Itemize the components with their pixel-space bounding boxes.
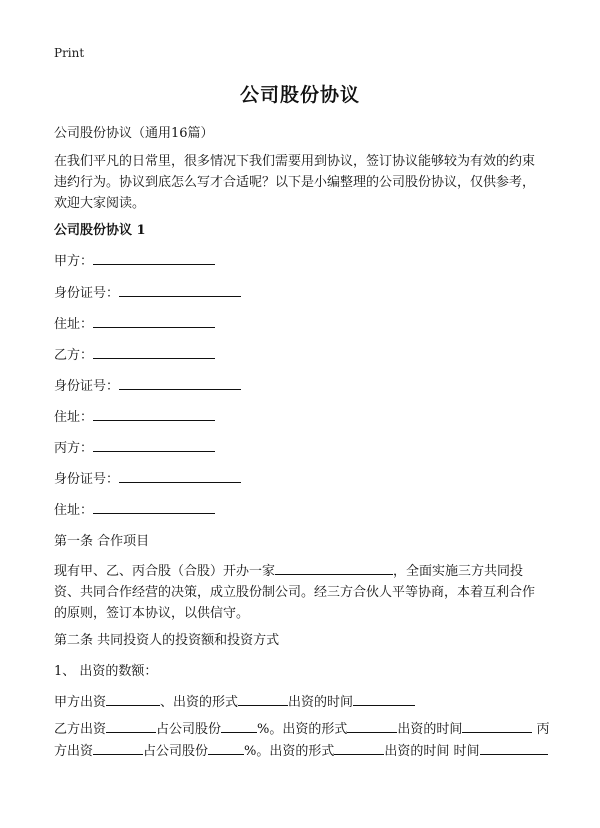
c-form-blank — [334, 740, 384, 755]
c-share-label: 占公司股份 — [143, 744, 209, 759]
a-time-blank — [353, 691, 415, 706]
address-c-blank — [93, 499, 215, 514]
b-invest-label: 乙方出资 — [54, 722, 107, 737]
id-a-blank — [119, 282, 241, 297]
party-a-investment-line — [54, 691, 415, 710]
c-pct-label: %。出资的形式 — [244, 744, 335, 759]
a-time-label: 出资的时间 — [288, 695, 354, 710]
address-a-label: 住址： — [54, 317, 94, 332]
b-invest-blank — [106, 718, 156, 733]
item-1-label: 1、 出资的数额： — [54, 664, 158, 679]
b-form-blank — [347, 718, 397, 733]
id-b-blank — [119, 375, 241, 390]
id-c-field — [54, 468, 241, 487]
section-heading: 公司股份协议 1 — [54, 223, 146, 238]
party-c-field — [54, 437, 215, 456]
party-c-label: 丙方： — [54, 441, 94, 456]
article-1-paragraph — [54, 560, 546, 624]
b-share-blank — [221, 718, 257, 733]
company-name-blank — [275, 560, 393, 575]
address-a-field — [54, 313, 215, 332]
id-a-label: 身份证号： — [54, 286, 120, 301]
print-link[interactable]: Print — [54, 46, 85, 60]
party-c-blank — [93, 437, 215, 452]
address-c-label: 住址： — [54, 503, 94, 518]
a-invest-blank — [106, 691, 160, 706]
id-b-label: 身份证号： — [54, 379, 120, 394]
party-b-label: 乙方： — [54, 348, 94, 363]
intro-paragraph: 在我们平凡的日常里，很多情况下我们需要用到协议，签订协议能够较为有效的约束违约行为。协议到底怎么写才合适呢？以下是小编整理的公司股份协议，仅供参考，欢迎大家阅读。 — [54, 154, 536, 211]
b-share-label: 占公司股份 — [156, 722, 222, 737]
a-invest-label: 甲方出资 — [54, 695, 107, 710]
address-b-field — [54, 406, 215, 425]
party-a-field — [54, 250, 215, 269]
c-time-tail-label: 时间 — [453, 744, 480, 759]
address-a-blank — [93, 313, 215, 328]
b-time-label: 出资的时间 — [397, 722, 463, 737]
party-a-blank — [93, 250, 215, 265]
b-time-blank — [462, 718, 532, 733]
party-a-label: 甲方： — [54, 254, 94, 269]
c-invest-blank — [93, 740, 143, 755]
article-1-text-before: 现有甲、乙、丙合股（合股）开办一家 — [54, 564, 276, 579]
party-b-blank — [93, 344, 215, 359]
address-b-label: 住址： — [54, 410, 94, 425]
a-form-label: 、出资的形式 — [160, 695, 239, 710]
id-c-label: 身份证号： — [54, 472, 120, 487]
id-c-blank — [119, 468, 241, 483]
c-invest-label: 丙方出资 — [54, 722, 550, 759]
a-form-blank — [238, 691, 288, 706]
article-2-heading: 第二条 共同投资人的投资额和投资方式 — [54, 633, 280, 648]
b-pct-label: %。出资的形式 — [257, 722, 348, 737]
article-1-text-after: ，全面实施三方共同投资、共同合作经营的决策，成立股份制公司。经三方合伙人平等协商，本着互利合作的原则，签订本协议，以供信守。 — [54, 564, 536, 621]
party-b-field — [54, 344, 215, 363]
party-bc-investment-paragraph — [54, 718, 554, 762]
id-a-field — [54, 282, 241, 301]
c-time-label: 出资的时间 — [384, 744, 450, 759]
document-title: 公司股份协议 — [239, 84, 360, 106]
address-c-field — [54, 499, 215, 518]
c-share-blank — [208, 740, 244, 755]
id-b-field — [54, 375, 241, 394]
address-b-blank — [93, 406, 215, 421]
article-1-heading: 第一条 合作项目 — [54, 534, 150, 549]
c-time-blank — [480, 740, 548, 755]
document-subtitle: 公司股份协议（通用16篇） — [54, 126, 214, 141]
